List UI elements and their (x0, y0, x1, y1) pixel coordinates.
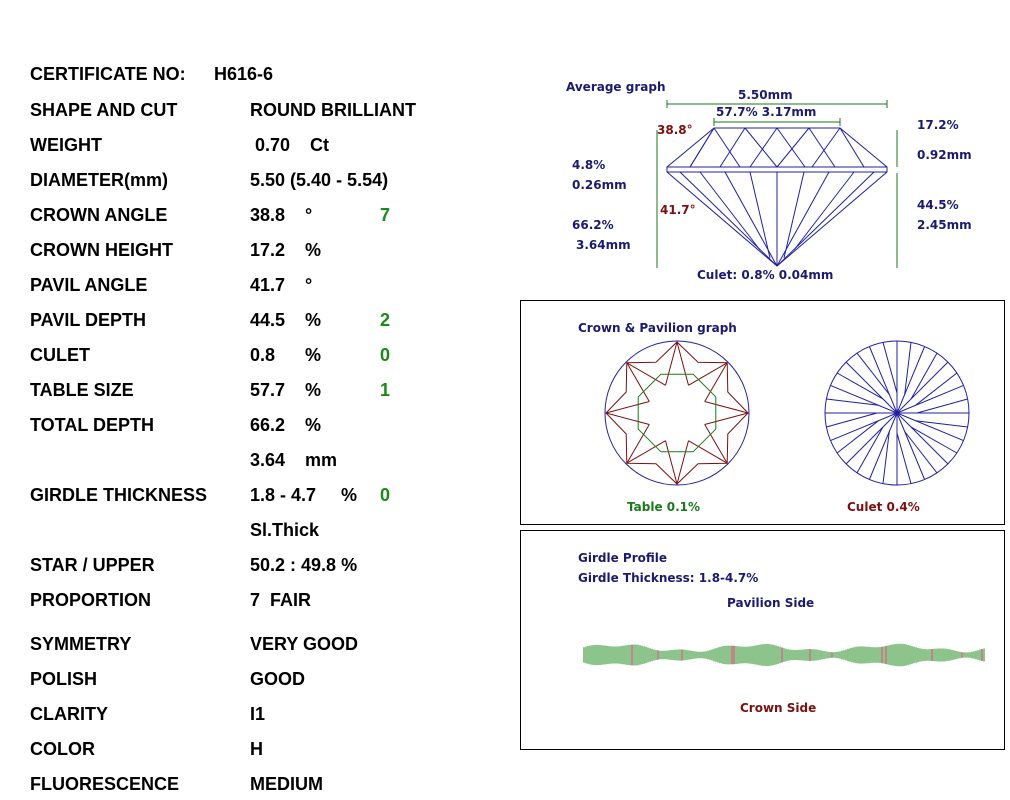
spec-label: DIAMETER(mm) (30, 170, 168, 190)
pavilion-mm-label: 2.45mm (917, 218, 972, 232)
spec-value: ROUND BRILLIANT (250, 100, 416, 120)
crown-view-drawing (602, 338, 752, 488)
pavilion-side-label: Pavilion Side (727, 596, 815, 610)
crown-side-label: Crown Side (740, 701, 817, 715)
spec-label: FLUORESCENCE (30, 774, 180, 794)
spec-value: 7 FAIR (250, 590, 312, 610)
spec-label: PAVIL ANGLE (30, 275, 148, 295)
total-depth-mm-label: 3.64mm (576, 238, 631, 252)
spec-label: SHAPE AND CUT (30, 100, 178, 120)
culet-label: Culet: 0.8% 0.04mm (697, 268, 834, 282)
spec-value: 38.8 ° (250, 205, 313, 225)
spec-value: 66.2 % (250, 415, 322, 435)
certificate-value: H616-6 (214, 64, 274, 84)
crown-angle-label: 38.8° (657, 123, 693, 137)
spec-value: 17.2 % (250, 240, 322, 260)
spec-label: PAVIL DEPTH (30, 310, 147, 330)
spec-grade: 2 (380, 310, 391, 330)
spec-label: SYMMETRY (30, 634, 132, 654)
table-size-label: 57.7% 3.17mm (716, 105, 817, 119)
spec-label: TOTAL DEPTH (30, 415, 155, 435)
spec-value: Sl.Thick (250, 520, 320, 540)
spec-value: 41.7 ° (250, 275, 313, 295)
spec-label: STAR / UPPER (30, 555, 155, 575)
spec-label: GIRDLE THICKNESS (30, 485, 208, 505)
spec-value: 57.7 % (250, 380, 322, 400)
spec-value: 1.8 - 4.7 % (250, 485, 358, 505)
spec-label: COLOR (30, 739, 95, 759)
girdle-thickness-label: Girdle Thickness: 1.8-4.7% (578, 571, 759, 585)
spec-value: GOOD (250, 669, 306, 689)
girdle-pct-label: 4.8% (572, 158, 606, 172)
spec-value: VERY GOOD (250, 634, 359, 654)
culet-percent-label: Culet 0.4% (847, 500, 920, 514)
average-graph-title: Average graph (566, 80, 666, 94)
crown-height-pct-label: 17.2% (917, 118, 959, 132)
certificate-label: CERTIFICATE NO: (30, 64, 186, 84)
girdle-profile-title: Girdle Profile (578, 551, 668, 565)
spec-value: 0.8 % (250, 345, 322, 365)
spec-grade: 7 (380, 205, 391, 225)
spec-grade: 0 (380, 485, 391, 505)
spec-value: 0.70 Ct (250, 135, 330, 155)
girdle-wave-drawing (582, 630, 992, 680)
spec-value: H (250, 739, 263, 759)
spec-label: CROWN HEIGHT (30, 240, 173, 260)
pavilion-angle-label: 41.7° (660, 203, 696, 217)
crown-height-mm-label: 0.92mm (917, 148, 972, 162)
spec-label: CLARITY (30, 704, 108, 724)
spec-value: MEDIUM (250, 774, 323, 794)
diameter-label: 5.50mm (738, 88, 793, 102)
pavilion-pct-label: 44.5% (917, 198, 959, 212)
pavilion-view-drawing (822, 338, 972, 488)
spec-label: CULET (30, 345, 90, 365)
total-depth-pct-label: 66.2% (572, 218, 614, 232)
spec-label: PROPORTION (30, 590, 152, 610)
spec-value: I1 (250, 704, 266, 724)
spec-value: 3.64 mm (250, 450, 338, 470)
spec-label: WEIGHT (30, 135, 102, 155)
table-percent-label: Table 0.1% (627, 500, 701, 514)
girdle-mm-label: 0.26mm (572, 178, 627, 192)
spec-label: POLISH (30, 669, 98, 689)
spec-value: 50.2 : 49.8 % (250, 555, 358, 575)
spec-label: CROWN ANGLE (30, 205, 168, 225)
crown-pavilion-title: Crown & Pavilion graph (578, 321, 737, 335)
spec-grade: 1 (380, 380, 391, 400)
spec-grade: 0 (380, 345, 391, 365)
spec-value: 5.50 (5.40 - 5.54) (250, 170, 389, 190)
spec-value: 44.5 % (250, 310, 322, 330)
spec-label: TABLE SIZE (30, 380, 134, 400)
